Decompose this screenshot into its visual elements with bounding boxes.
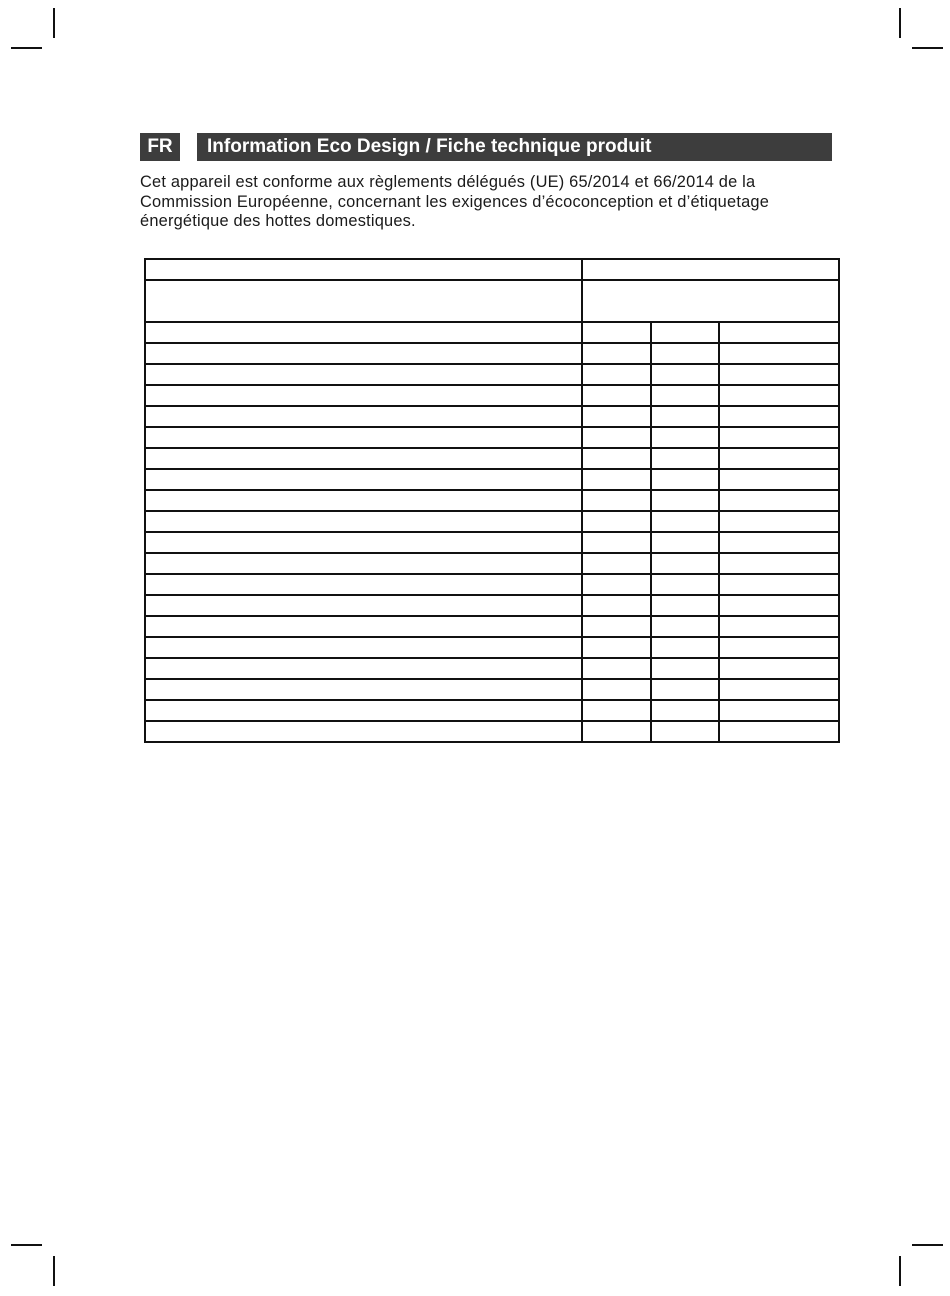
table-cell-symbol (582, 532, 651, 553)
crop-mark-bottom-right-horizontal (912, 1244, 943, 1246)
table-cell-symbol (582, 448, 651, 469)
table-cell-symbol (582, 721, 651, 742)
table-cell-value (651, 490, 719, 511)
table-cell-label (145, 700, 582, 721)
table-cell-value (651, 469, 719, 490)
table-cell-unit (719, 700, 839, 721)
table-cell-label (145, 511, 582, 532)
table-row (145, 511, 839, 532)
table-cell-label (145, 490, 582, 511)
table-cell-value (582, 259, 839, 280)
table-row (145, 532, 839, 553)
table-cell-symbol (582, 385, 651, 406)
table-cell-label (145, 364, 582, 385)
crop-mark-bottom-left-horizontal (11, 1244, 42, 1246)
table-cell-unit (719, 448, 839, 469)
table-row (145, 700, 839, 721)
table-cell-symbol (582, 616, 651, 637)
table-cell-value (651, 448, 719, 469)
table-cell-value (651, 553, 719, 574)
crop-mark-bottom-left-vertical (53, 1256, 55, 1286)
table-cell-label (145, 259, 582, 280)
table-row (145, 406, 839, 427)
table-row (145, 637, 839, 658)
table-cell-value (582, 280, 839, 322)
table-cell-value (651, 679, 719, 700)
table-row (145, 679, 839, 700)
table-cell-label (145, 658, 582, 679)
table-cell-value (651, 658, 719, 679)
table-cell-value (651, 385, 719, 406)
table-cell-symbol (582, 427, 651, 448)
table-cell-value (651, 532, 719, 553)
intro-paragraph (140, 173, 840, 232)
table-cell-unit (719, 469, 839, 490)
table-cell-unit (719, 616, 839, 637)
table-cell-unit (719, 658, 839, 679)
table-row (145, 280, 839, 322)
table-cell-symbol (582, 574, 651, 595)
crop-mark-bottom-right-vertical (899, 1256, 901, 1286)
table-cell-symbol (582, 469, 651, 490)
table-cell-label (145, 427, 582, 448)
table-cell-label (145, 322, 582, 343)
table-cell-value (651, 343, 719, 364)
table-cell-value (651, 574, 719, 595)
table-cell-value (651, 427, 719, 448)
crop-mark-top-right-horizontal (912, 47, 943, 49)
table-cell-label (145, 469, 582, 490)
table-cell-unit (719, 574, 839, 595)
table-cell-label (145, 595, 582, 616)
table-cell-unit (719, 595, 839, 616)
table-cell-label (145, 385, 582, 406)
intro-line: Commission Européenne, concernant les exigences d’écoconception et d’étiquetage (140, 192, 770, 211)
table-cell-label (145, 637, 582, 658)
product-data-table-body (145, 259, 839, 742)
table-cell-symbol (582, 553, 651, 574)
table-cell-unit (719, 553, 839, 574)
table-row (145, 574, 839, 595)
table-cell-unit (719, 721, 839, 742)
table-cell-unit (719, 511, 839, 532)
table-cell-unit (719, 385, 839, 406)
table-cell-unit (719, 679, 839, 700)
table-row (145, 364, 839, 385)
table-cell-value (651, 595, 719, 616)
table-cell-value (651, 637, 719, 658)
table-cell-unit (719, 532, 839, 553)
crop-mark-top-left-vertical (53, 8, 55, 38)
table-cell-label (145, 406, 582, 427)
table-cell-label (145, 616, 582, 637)
table-row (145, 469, 839, 490)
table-cell-symbol (582, 511, 651, 532)
table-row (145, 448, 839, 469)
table-cell-value (651, 616, 719, 637)
table-cell-symbol (582, 637, 651, 658)
table-row (145, 721, 839, 742)
table-cell-label (145, 574, 582, 595)
table-cell-value (651, 700, 719, 721)
table-cell-label (145, 280, 582, 322)
table-cell-symbol (582, 322, 651, 343)
table-cell-value (651, 406, 719, 427)
intro-line: Cet appareil est conforme aux règlements délégués (UE) 65/2014 et 66/2014 de la (140, 173, 756, 191)
intro-line: énergétique des hottes domestiques. (140, 212, 416, 230)
table-cell-unit (719, 427, 839, 448)
table-cell-symbol (582, 406, 651, 427)
table-cell-unit (719, 364, 839, 385)
table-cell-label (145, 448, 582, 469)
table-cell-symbol (582, 679, 651, 700)
table-row (145, 427, 839, 448)
table-cell-label (145, 553, 582, 574)
table-row (145, 322, 839, 343)
table-cell-value (651, 511, 719, 532)
crop-mark-top-right-vertical (899, 8, 901, 38)
product-data-table (144, 258, 840, 743)
table-cell-symbol (582, 343, 651, 364)
table-cell-label (145, 343, 582, 364)
table-cell-label (145, 532, 582, 553)
table-row (145, 658, 839, 679)
table-cell-value (651, 364, 719, 385)
table-row (145, 343, 839, 364)
table-cell-symbol (582, 364, 651, 385)
table-row (145, 385, 839, 406)
table-cell-symbol (582, 595, 651, 616)
language-badge: FR (140, 133, 180, 161)
section-header (140, 133, 832, 161)
table-cell-symbol (582, 658, 651, 679)
table-row (145, 553, 839, 574)
table-row (145, 595, 839, 616)
table-cell-label (145, 721, 582, 742)
table-cell-symbol (582, 490, 651, 511)
table-row (145, 259, 839, 280)
table-cell-unit (719, 343, 839, 364)
table-cell-unit (719, 490, 839, 511)
table-cell-label (145, 679, 582, 700)
table-cell-value (651, 322, 719, 343)
table-row (145, 616, 839, 637)
table-cell-symbol (582, 700, 651, 721)
table-cell-unit (719, 322, 839, 343)
crop-mark-top-left-horizontal (11, 47, 42, 49)
table-cell-unit (719, 406, 839, 427)
table-cell-unit (719, 637, 839, 658)
section-title: Information Eco Design / Fiche technique produit (197, 133, 832, 161)
table-cell-value (651, 721, 719, 742)
table-row (145, 490, 839, 511)
